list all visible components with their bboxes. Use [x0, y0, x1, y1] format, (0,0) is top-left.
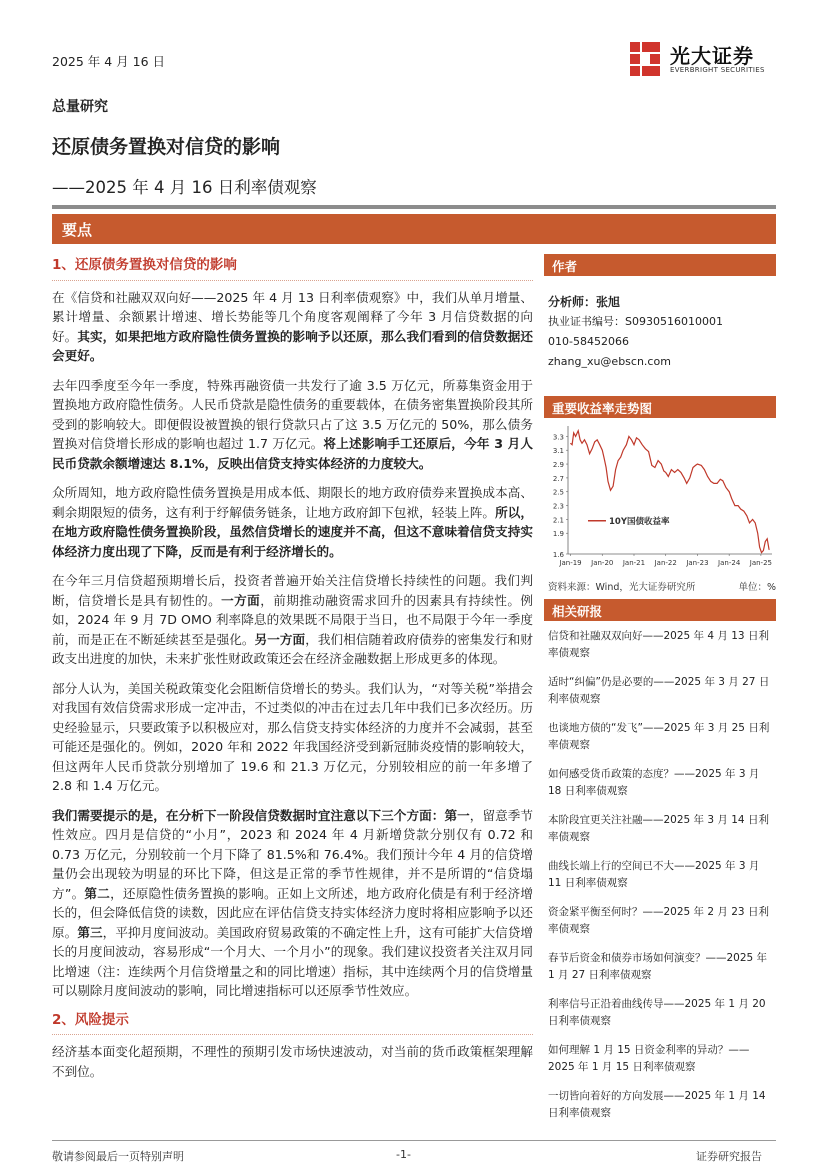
x-tick-label: Jan-23	[686, 559, 709, 567]
data-point	[707, 476, 708, 477]
data-point	[629, 436, 630, 437]
section-title-2: 2、风险提示	[52, 1011, 533, 1036]
data-point	[584, 440, 585, 441]
paragraph-5: 部分人认为，美国关税政策变化会阻断信贷增长的势头。我们认为，“对等关税”举措会对我国有效信贷需求形成一定冲击，不过类似的冲击在过去几年中我们已多次经历。历史经验显示，只要政策予以积极应对，那么信贷支持实体经济的力度并不会减弱，甚至可能还是强化的。例如，2020 年和 2022 年我国经济受到新冠肺炎疫情的影响较大，但这两年人民币贷款分别增加了 19.6 和 21.3 万亿元，分别较相应的前一年多增了 2.8 和 1.4 万亿元。	[52, 680, 533, 793]
phone-number: 010-58452066	[548, 335, 629, 348]
paragraph-4-text-c: ，我们相信随着政府债券的密集发行和财政支出进度的加快，未来扩张性财政政策还会在经济金融数据上形成更多的体现。	[52, 631, 534, 666]
data-point	[761, 552, 762, 553]
paragraph-6-bold-a: 我们需要提示的是，在分析下一阶段信贷数据时宜注意以下三个方面：第一	[52, 807, 470, 823]
paragraph-6-bold-b: 第二	[84, 885, 111, 901]
y-tick-label: 3.1	[552, 447, 564, 456]
y-tick-label: 3.3	[552, 433, 564, 442]
x-tick-label: Jan-19	[559, 559, 582, 567]
data-point	[664, 471, 665, 472]
y-tick-label: 2.5	[552, 488, 564, 497]
data-point	[626, 444, 627, 445]
x-tick-label: Jan-25	[749, 559, 773, 567]
data-point	[711, 481, 712, 482]
data-point	[602, 450, 603, 451]
data-point	[634, 444, 635, 445]
data-point	[652, 465, 653, 466]
data-point	[671, 469, 672, 470]
y-tick-label: 2.7	[552, 474, 564, 483]
data-point	[744, 511, 745, 512]
data-point	[681, 472, 682, 473]
data-point	[615, 469, 616, 470]
related-header	[544, 599, 776, 621]
paragraph-6	[52, 806, 533, 1001]
data-point	[690, 478, 691, 479]
x-tick-label: Jan-21	[622, 559, 646, 567]
data-point	[668, 476, 669, 477]
data-point	[693, 467, 694, 468]
data-point	[735, 505, 736, 506]
data-point	[597, 440, 598, 441]
data-point	[582, 443, 583, 444]
data-point	[769, 550, 770, 551]
data-point	[572, 444, 573, 445]
data-point	[631, 440, 632, 441]
author-info	[548, 292, 723, 372]
data-point	[749, 523, 750, 524]
y-tick-label: 2.9	[552, 461, 564, 470]
data-point	[704, 469, 705, 470]
data-point	[604, 458, 605, 459]
paragraph-3	[52, 483, 533, 561]
data-point	[613, 486, 614, 487]
paragraph-4-bold-a: 一方面	[221, 592, 261, 608]
y-tick-label: 1.9	[552, 530, 564, 539]
related-reports-list	[548, 628, 776, 1134]
footer-divider	[52, 1140, 776, 1141]
data-point	[636, 438, 637, 439]
data-point	[765, 541, 766, 542]
chart-header	[544, 396, 776, 418]
footer-disclaimer: 敬请参阅最后一页特别声明	[52, 1150, 184, 1163]
y-tick-label: 1.6	[552, 551, 564, 559]
data-point	[573, 433, 574, 434]
data-point	[570, 443, 571, 444]
email-address: zhang_xu@ebscn.com	[548, 355, 671, 368]
data-point	[740, 509, 741, 510]
paragraph-4-bold-b: 另一方面	[254, 631, 306, 647]
data-point	[665, 472, 666, 473]
paragraph-1-bold: 其实，如果把地方政府隐性债务置换的影响予以还原，那么我们看到的信贷数据还会更好。	[52, 328, 534, 363]
data-point	[645, 449, 646, 450]
footer-label: 证券研究报告	[696, 1150, 762, 1163]
analyst-name: 分析师：张旭	[548, 295, 621, 309]
data-point	[695, 465, 696, 466]
brand-logo	[626, 38, 776, 82]
data-point	[589, 453, 590, 454]
chart-note	[548, 579, 776, 593]
related-report-item[interactable]: 也谈地方债的“发飞”——2025 年 3 月 25 日利率债观察	[548, 722, 770, 751]
report-subtitle: ——2025 年 4 月 16 日利率债观察	[52, 178, 317, 197]
related-report-item[interactable]: 信贷和社融双双向好——2025 年 4 月 13 日利率债观察	[548, 630, 769, 659]
brand-logo-icon	[626, 38, 664, 82]
data-point	[648, 451, 649, 452]
header-divider	[52, 205, 776, 209]
data-point	[587, 444, 588, 445]
related-report-item[interactable]: 一切皆向着好的方向发展——2025 年 1 月 14 日利率债观察	[548, 1090, 766, 1119]
data-point	[720, 479, 721, 480]
paragraph-6-bold-c: 第三	[77, 924, 103, 940]
yield-chart-svg	[544, 420, 776, 572]
related-report-item[interactable]: 本阶段宜更关注社融——2025 年 3 月 14 日利率债观察	[548, 814, 769, 843]
key-points-label: 要点	[62, 221, 93, 239]
chart-source: 资料来源：Wind，光大证券研究所	[548, 582, 696, 593]
data-point	[729, 491, 730, 492]
paragraph-2	[52, 376, 533, 474]
data-point	[678, 469, 679, 470]
data-point	[610, 490, 611, 491]
data-point	[738, 505, 739, 506]
data-point	[608, 481, 609, 482]
data-point	[655, 467, 656, 468]
data-point	[618, 460, 619, 461]
data-point	[580, 440, 581, 441]
paragraph-6-text-a: ，留意季节性效应。四月是信贷的“小月”，2023 和 2024 年 4 月新增贷款分别仅有 0.72 和 0.73 万亿元，分别较前一个月下降了 81.5%和 76.4%。我们预计今年 4 月的信贷增量仍会出现较为明显的环比下降，但这是正常的季节性规律，并不是所谓的“信贷塌方”。	[52, 807, 534, 901]
data-point	[763, 550, 764, 551]
related-report-item[interactable]: 适时“纠偏”仍是必要的——2025 年 3 月 27 日利率债观察	[548, 676, 770, 705]
data-point	[575, 436, 576, 437]
main-content	[52, 256, 533, 1091]
related-report-item[interactable]: 如何感受货币政策的态度？——2025 年 3 月 18 日利率债观察	[548, 768, 760, 797]
x-tick-label: Jan-24	[718, 559, 741, 567]
data-point	[620, 457, 621, 458]
paragraph-1-text: 在《信贷和社融双双向好——2025 年 4 月 13 日利率债观察》中，我们从单月增量、累计增量、余额累计增速、增长势能等几个角度客观阐释了今年 3 月信贷数据的向好。	[52, 289, 533, 344]
author-header-label: 作者	[552, 259, 578, 274]
paragraph-4-text-a: 在今年三月信贷超预期增长后，投资者普遍开始关注信贷增长持续性的问题。我们判断，信贷增长是具有韧性的。	[52, 573, 533, 608]
data-point	[767, 539, 768, 540]
paragraph-4	[52, 571, 533, 669]
paragraph-2-bold: 将上述影响手工还原后，今年 3 月人民币贷款余额增速达 8.1%，反映出信贷支持实体经济的力度较大。	[52, 436, 533, 471]
data-point	[592, 449, 593, 450]
legend-label: 10Y国债收益率	[608, 516, 670, 527]
data-point	[639, 440, 640, 441]
data-point	[723, 480, 724, 481]
data-point	[642, 444, 643, 445]
chart-header-label: 重要收益率走势图	[552, 401, 653, 416]
report-title: 还原债务置换对信贷的影响	[52, 136, 281, 158]
data-point	[755, 523, 756, 524]
paragraph-3-text: 众所周知，地方政府隐性债务置换是用成本低、期限长的地方政府债券来置换成本高、剩余期限短的债务，这有利于纾解债务链条，让地方政府卸下包袱，轻装上阵。	[52, 485, 533, 520]
data-point	[661, 464, 662, 465]
data-point	[731, 498, 732, 499]
paragraph-7: 经济基本面变化超预期，不理性的预期引发市场快速波动，对当前的货币政策框架理解不到位。	[52, 1044, 533, 1079]
author-header	[544, 254, 776, 276]
report-category: 总量研究	[52, 99, 108, 115]
data-point	[701, 465, 702, 466]
paragraph-3-bold: 所以，在地方政府隐性债务置换阶段，虽然信贷增长的速度并不高，但这不意味着信贷支持实体经济力度出现了下降，反而是有利于经济增长的。	[52, 504, 534, 559]
page-number: -1-	[396, 1148, 411, 1161]
related-report-item[interactable]: 如何理解 1 月 15 日资金利率的异动？——2025 年 1 月 15 日利率债观察	[548, 1044, 750, 1073]
data-point	[594, 442, 595, 443]
data-point	[752, 519, 753, 520]
y-tick-label: 2.3	[552, 502, 564, 511]
report-date: 2025 年 4 月 16 日	[52, 54, 166, 69]
related-report-item[interactable]: 春节后资金和债券市场如何演变？——2025 年 1 月 27 日利率债观察	[548, 952, 768, 981]
y-tick-label: 2.1	[552, 516, 564, 525]
key-points-banner	[52, 214, 776, 244]
data-point	[684, 478, 685, 479]
data-point	[747, 516, 748, 517]
chart-unit: 单位：%	[738, 582, 776, 593]
data-point	[686, 483, 687, 484]
x-tick-label: Jan-22	[654, 559, 677, 567]
paragraph-6-text-c: ，平抑月度间波动。美国政府贸易政策的不确定性上升，这有可能扩大信贷增长的月度间波动，容易形成“一个月大、一个月小”的现象。我们建议投资者关注双月同比增速（注：连续两个月信贷增量之和的同比增速）指标，其中连续两个月的信贷增量可以剔除月度间波动的影响，同比增速指标可以还原季节性效应。	[52, 924, 534, 998]
brand-subtitle: EVERBRIGHT SECURITIES	[670, 66, 765, 74]
yield-chart	[544, 420, 776, 572]
paragraph-1	[52, 288, 533, 366]
paragraph-6-text-b: ，还原隐性债务置换的影响。正如上文所述，地方政府化债是有利于经济增长的，但会降低信贷的读数，因此应在评估信贷支持实体经济力度时将相应影响予以还原。	[52, 885, 534, 940]
data-point	[606, 467, 607, 468]
related-report-item[interactable]: 资金紧平衡至何时？——2025 年 2 月 23 日利率债观察	[548, 906, 769, 935]
related-header-label: 相关研报	[552, 604, 603, 619]
data-point	[717, 483, 718, 484]
license-number: 执业证书编号：S0930516010001	[548, 315, 723, 328]
data-point	[578, 431, 579, 432]
data-point	[759, 547, 760, 548]
data-point	[658, 460, 659, 461]
related-report-item[interactable]: 利率信号正沿着曲线传导——2025 年 1 月 20 日利率债观察	[548, 998, 766, 1027]
data-point	[623, 450, 624, 451]
data-point	[599, 444, 600, 445]
data-point	[714, 483, 715, 484]
data-point	[726, 487, 727, 488]
data-point	[674, 472, 675, 473]
data-point	[697, 464, 698, 465]
series-line-10y	[571, 431, 770, 553]
related-report-item[interactable]: 曲线长端上行的空间已不大——2025 年 3 月 11 日利率债观察	[548, 860, 760, 889]
paragraph-4-text-b: ，前期推动融资需求回升的因素具有持续性。例如，2024 年 9 月 7D OMO 利率降息的效果既不局限于当日，也不局限于今年一季度前，而是正在不断延续甚至是强化。	[52, 592, 534, 647]
data-point	[757, 533, 758, 534]
brand-name: 光大证券	[670, 44, 754, 68]
section-title-1: 1、还原债务置换对信贷的影响	[52, 256, 533, 281]
x-tick-label: Jan-20	[591, 559, 614, 567]
paragraph-2-text: 去年四季度至今年一季度，特殊再融资债一共发行了逾 3.5 万亿元，所募集资金用于置换地方政府隐性债务。人民币贷款是隐性债务的重要载体，在债务密集置换阶段其所受到的影响较大。即便假设被置换的银行贷款只占了这 3.5 万亿元的 50%，那么债务置换对信贷增长形成的影响也超过 1.7 万亿元。	[52, 377, 533, 451]
